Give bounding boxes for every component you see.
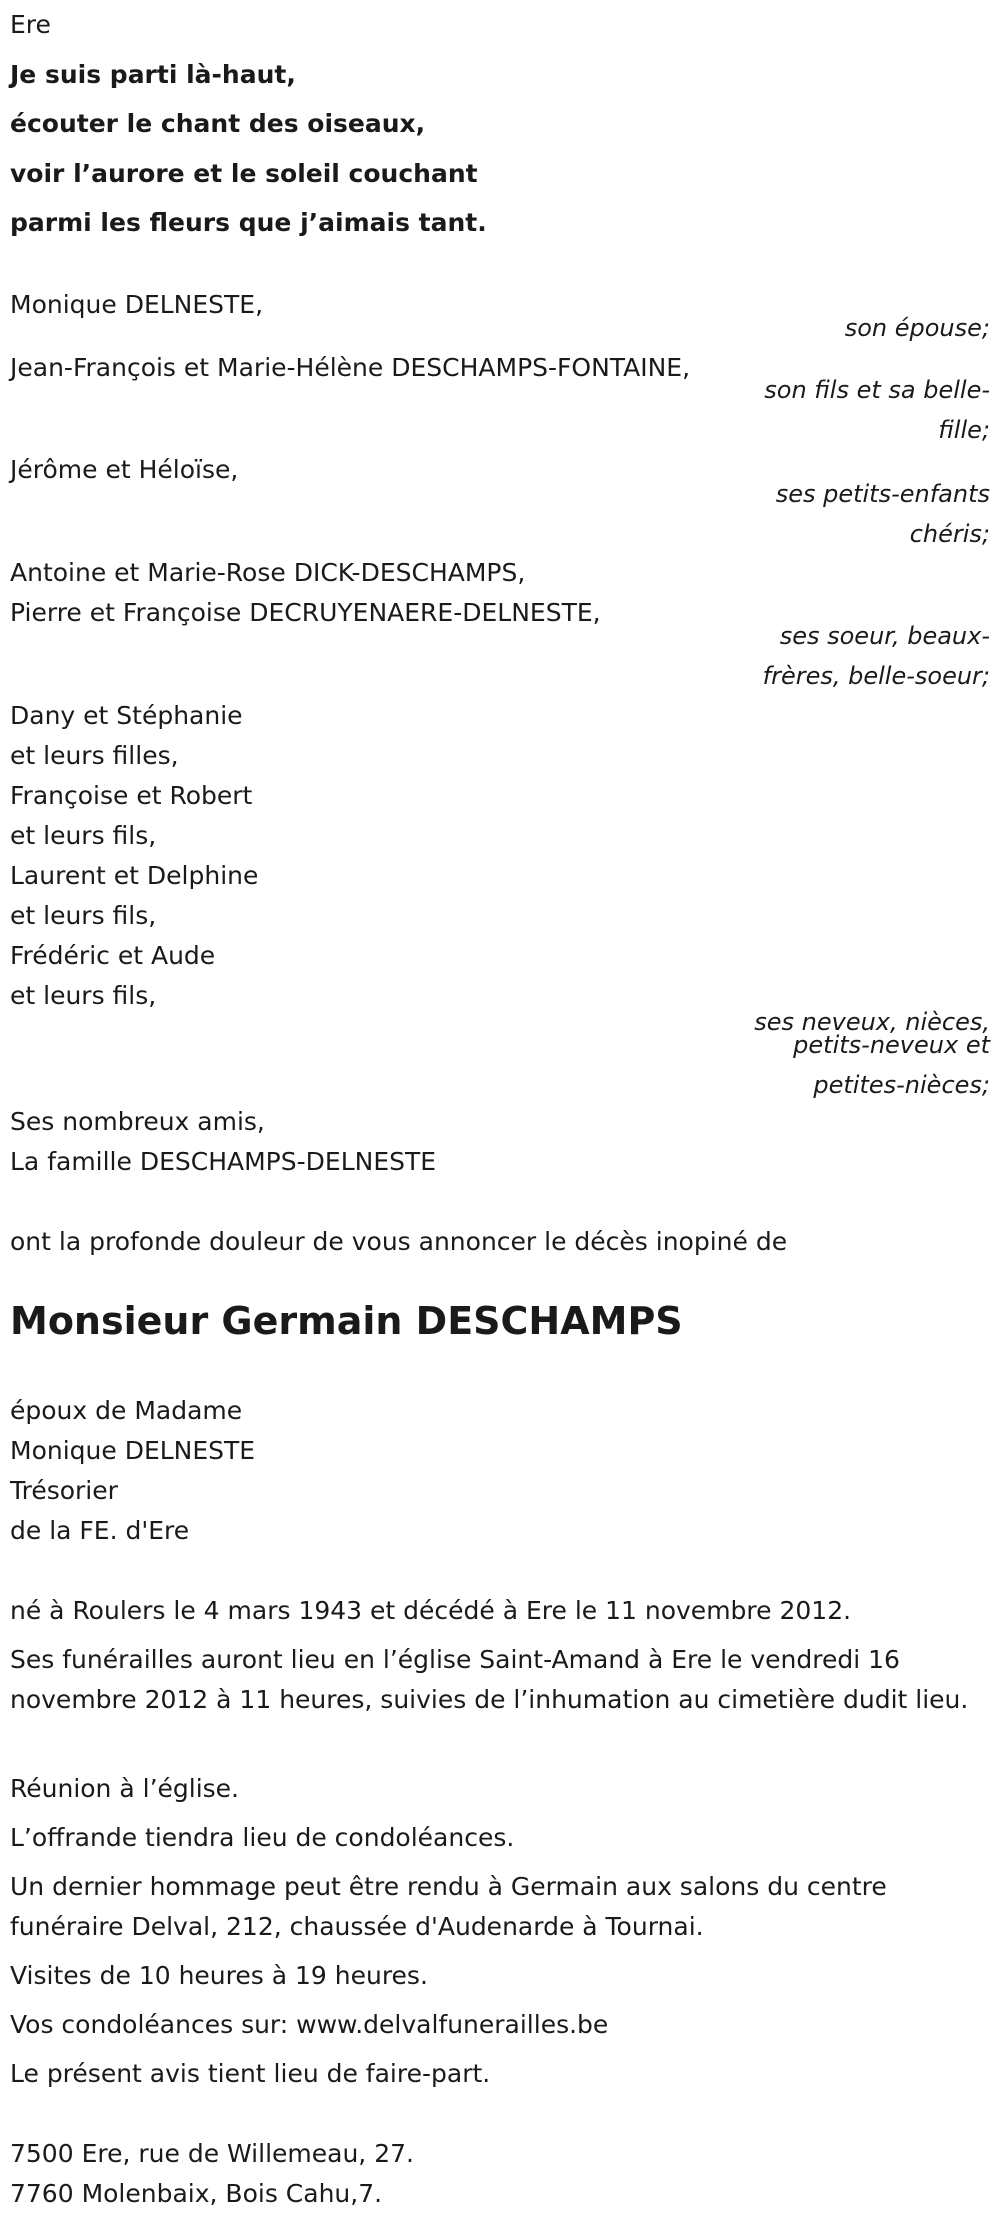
- grandchildren-role-line: ses petits-enfants: [775, 480, 990, 508]
- title-line: Monique DELNESTE: [10, 1436, 256, 1465]
- nephew-line: Dany et Stéphanie: [10, 701, 243, 730]
- nephew-line: et leurs filles,: [10, 741, 179, 770]
- deceased-name: Monsieur Germain DESCHAMPS: [10, 1299, 683, 1343]
- nephew-line: et leurs fils,: [10, 981, 157, 1010]
- poem-line: parmi les fleurs que j’aimais tant.: [10, 208, 487, 237]
- poem-line: voir l’aurore et le soleil couchant: [10, 159, 478, 188]
- detail-paragraph: Un dernier hommage peut être rendu à Germain aux salons du centre funéraire Delval, 212, chaussée d'Audenarde à Tournai.: [10, 1872, 887, 1941]
- announcement: ont la profonde douleur de vous annoncer le décès inopiné de: [10, 1227, 788, 1256]
- grandchildren-role-line: chéris;: [909, 520, 990, 548]
- title-line: époux de Madame: [10, 1396, 243, 1425]
- friends-line: Ses nombreux amis,: [10, 1107, 265, 1136]
- sibling-names: Pierre et Françoise DECRUYENAERE-DELNESTE,: [10, 598, 601, 627]
- nephew-line: et leurs fils,: [10, 901, 157, 930]
- nephew-line: Frédéric et Aude: [10, 941, 216, 970]
- sibling-names: Antoine et Marie-Rose DICK-DESCHAMPS,: [10, 558, 526, 587]
- spouse-role: son épouse;: [844, 314, 990, 342]
- son-role-line: son fils et sa belle-: [764, 376, 990, 404]
- place-name: Ere: [10, 10, 51, 39]
- sibling-role-line: ses soeur, beaux-: [779, 622, 990, 650]
- nephews-role-line: petites-nièces;: [813, 1071, 990, 1099]
- address-line: 7500 Ere, rue de Willemeau, 27.: [10, 2139, 414, 2168]
- detail-paragraph: Réunion à l’église.: [10, 1774, 240, 1803]
- title-line: Trésorier: [10, 1476, 118, 1505]
- nephews-role-line: petits-neveux et: [793, 1031, 990, 1059]
- detail-paragraph: Le présent avis tient lieu de faire-part.: [10, 2059, 491, 2088]
- son-role-line: fille;: [938, 416, 990, 444]
- poem-line: Je suis parti là-haut,: [10, 60, 296, 89]
- grandchildren-names: Jérôme et Héloïse,: [10, 455, 239, 484]
- detail-paragraph: né à Roulers le 4 mars 1943 et décédé à Ere le 11 novembre 2012.: [10, 1596, 852, 1625]
- title-line: de la FE. d'Ere: [10, 1516, 190, 1545]
- nephew-line: et leurs fils,: [10, 821, 157, 850]
- detail-paragraph: Ses funérailles auront lieu en l’église Saint-Amand à Ere le vendredi 16 novembre 2012 à 11 heures, suivies de l’inhumation au cimetière dudit lieu.: [10, 1645, 969, 1714]
- nephews-role-line: ses neveux, nièces,: [754, 1008, 990, 1036]
- nephew-line: Laurent et Delphine: [10, 861, 259, 890]
- spouse-name: Monique DELNESTE,: [10, 290, 264, 319]
- sibling-role-line: frères, belle-soeur;: [762, 662, 990, 690]
- address-line: 7760 Molenbaix, Bois Cahu,7.: [10, 2179, 383, 2208]
- detail-paragraph: Visites de 10 heures à 19 heures.: [10, 1961, 428, 1990]
- detail-paragraph: Vos condoléances sur: www.delvalfunerailles.be: [10, 2010, 609, 2039]
- friends-line: La famille DESCHAMPS-DELNESTE: [10, 1147, 437, 1176]
- son-names: Jean-François et Marie-Hélène DESCHAMPS-FONTAINE,: [10, 353, 691, 382]
- poem-line: écouter le chant des oiseaux,: [10, 109, 426, 138]
- nephew-line: Françoise et Robert: [10, 781, 253, 810]
- detail-paragraph: L’offrande tiendra lieu de condoléances.: [10, 1823, 515, 1852]
